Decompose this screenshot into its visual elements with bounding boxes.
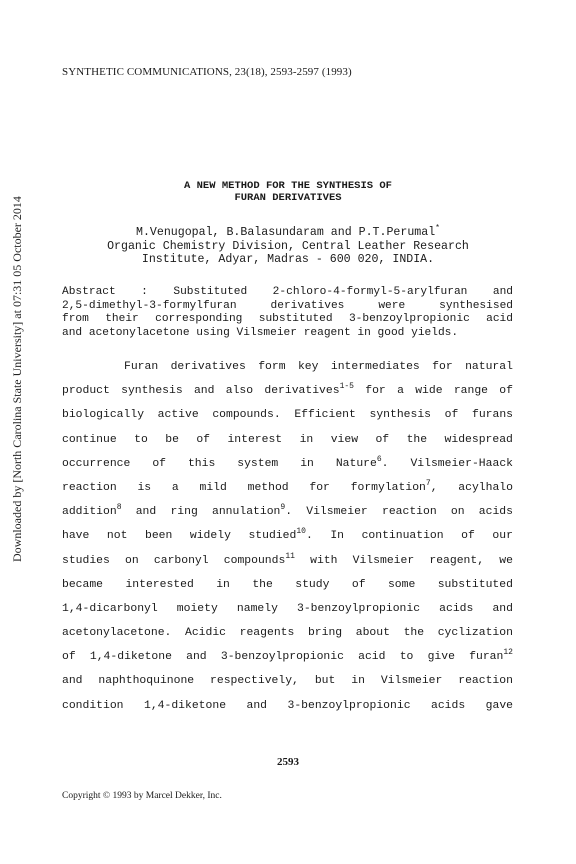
word-text: substituted bbox=[437, 578, 513, 591]
word-text: 1,4-diketone bbox=[144, 699, 227, 712]
word-text: in bbox=[216, 578, 230, 591]
word-text: widespread bbox=[444, 433, 513, 446]
word-text: to bbox=[134, 433, 148, 446]
word-text: we bbox=[499, 554, 513, 567]
body-word bbox=[252, 573, 273, 597]
body-line bbox=[62, 403, 513, 427]
body-line bbox=[62, 500, 513, 524]
word-text: reaction bbox=[458, 675, 513, 688]
body-word bbox=[170, 500, 197, 524]
word-text: a bbox=[397, 385, 404, 398]
body-word bbox=[410, 452, 513, 476]
body-word bbox=[352, 573, 366, 597]
word-text: 3-benzoylpropionic bbox=[287, 699, 411, 712]
word-text: synthesis bbox=[121, 385, 183, 398]
word-text: . bbox=[285, 506, 293, 519]
body-word bbox=[492, 524, 513, 548]
word-text: the bbox=[252, 578, 273, 591]
body-word bbox=[62, 549, 110, 573]
word-text: 3-benzoylpropionic bbox=[297, 602, 421, 615]
body-word bbox=[224, 549, 295, 573]
title-line-1: A NEW METHOD FOR THE SYNTHESIS OF bbox=[184, 180, 392, 192]
word-text: namely bbox=[236, 602, 278, 615]
word-text: acids bbox=[431, 699, 466, 712]
body-word bbox=[438, 573, 513, 597]
body-word bbox=[237, 452, 278, 476]
affiliation-line-2: Institute, Adyar, Madras - 600 020, INDIA. bbox=[141, 253, 435, 266]
body-word bbox=[152, 452, 166, 476]
body-word bbox=[62, 597, 158, 621]
body-word bbox=[221, 645, 344, 669]
body-word bbox=[353, 549, 415, 573]
body-word bbox=[62, 694, 124, 718]
body-line bbox=[62, 621, 513, 645]
body-word bbox=[212, 403, 280, 427]
citation-superscript: 8 bbox=[116, 503, 122, 513]
body-word bbox=[185, 621, 226, 645]
body-line bbox=[62, 645, 513, 669]
body-word bbox=[237, 597, 278, 621]
body-word bbox=[177, 597, 218, 621]
body-word bbox=[134, 428, 148, 452]
word-text: the bbox=[406, 433, 428, 446]
word-text: condition bbox=[62, 699, 124, 712]
body-word bbox=[499, 549, 513, 573]
body-word bbox=[365, 379, 386, 403]
word-text: gave bbox=[485, 699, 513, 712]
body-word bbox=[298, 355, 319, 379]
body-word bbox=[62, 573, 103, 597]
body-word bbox=[351, 476, 438, 500]
word-text: furan bbox=[469, 651, 504, 664]
word-text: . bbox=[305, 530, 313, 543]
body-word bbox=[358, 645, 385, 669]
body-word bbox=[297, 597, 420, 621]
abstract-line: Abstract : Substituted 2-chloro-4-formyl-5-arylfuran and bbox=[62, 286, 513, 298]
word-text: range bbox=[453, 385, 488, 398]
body-word bbox=[458, 476, 513, 500]
body-word bbox=[295, 573, 329, 597]
word-text: Vilsmeier bbox=[306, 506, 368, 519]
word-text: synthesis bbox=[369, 409, 432, 422]
word-text: Furan bbox=[124, 361, 159, 373]
body-word bbox=[499, 379, 513, 403]
body-word bbox=[62, 403, 144, 427]
word-text: ring bbox=[170, 506, 198, 519]
word-text: form bbox=[258, 361, 286, 373]
body-word bbox=[136, 500, 157, 524]
word-text: acid bbox=[358, 651, 386, 664]
body-word bbox=[294, 403, 356, 427]
word-text: active bbox=[157, 409, 199, 422]
word-text: acetonylacetone. bbox=[62, 627, 172, 640]
abstract-line: from their corresponding substituted 3-benzoylpropionic acid bbox=[62, 313, 513, 325]
body-word bbox=[247, 694, 268, 718]
body-word bbox=[124, 355, 158, 379]
word-text: compounds. bbox=[212, 409, 281, 422]
body-word bbox=[382, 500, 437, 524]
author-names bbox=[0, 226, 576, 240]
copyright-notice: Copyright © 1993 by Marcel Dekker, Inc. bbox=[62, 791, 222, 801]
body-word bbox=[154, 549, 209, 573]
word-text: also bbox=[225, 385, 254, 398]
word-text: wide bbox=[415, 385, 443, 398]
word-text: and bbox=[193, 385, 215, 398]
word-text: Vilsmeier bbox=[352, 554, 415, 567]
word-text: annulation bbox=[212, 506, 281, 519]
body-line bbox=[62, 549, 513, 573]
body-line bbox=[62, 379, 513, 403]
body-word bbox=[461, 524, 475, 548]
body-word bbox=[397, 379, 404, 403]
download-watermark: Downloaded by [North Carolina State University] at 07:31 05 October 2014 bbox=[10, 196, 24, 562]
word-text: on bbox=[125, 554, 139, 567]
corresponding-author-mark: * bbox=[435, 224, 440, 233]
word-text: a bbox=[171, 481, 179, 494]
body-word bbox=[264, 379, 354, 403]
word-text: for bbox=[309, 481, 330, 494]
body-word bbox=[362, 524, 444, 548]
body-word bbox=[62, 476, 117, 500]
body-word bbox=[356, 621, 390, 645]
word-text: naphthoquinone bbox=[98, 675, 195, 688]
word-text: acids bbox=[439, 602, 474, 615]
body-word bbox=[306, 500, 368, 524]
body-word bbox=[98, 669, 194, 693]
body-word bbox=[62, 669, 83, 693]
word-text: for bbox=[365, 385, 386, 398]
word-text: carbonyl bbox=[153, 554, 209, 567]
word-text: product bbox=[62, 385, 110, 398]
citation-superscript: 9 bbox=[280, 503, 286, 513]
body-word bbox=[310, 549, 337, 573]
body-word bbox=[62, 452, 130, 476]
citation-superscript: 1-5 bbox=[339, 382, 354, 392]
article-title bbox=[0, 180, 576, 204]
word-text: and bbox=[246, 699, 268, 712]
body-word bbox=[465, 355, 513, 379]
word-text: have bbox=[62, 530, 90, 543]
word-text: our bbox=[492, 530, 513, 543]
body-word bbox=[300, 428, 314, 452]
citation-superscript: 6 bbox=[376, 454, 382, 464]
body-word bbox=[248, 524, 312, 548]
citation-superscript: 12 bbox=[503, 648, 513, 658]
body-word bbox=[196, 428, 210, 452]
word-text: interested bbox=[125, 578, 194, 591]
word-text: key bbox=[297, 361, 319, 373]
word-text: acids bbox=[478, 506, 513, 519]
body-word bbox=[210, 669, 299, 693]
word-text: natural bbox=[465, 361, 513, 373]
word-text: reaction bbox=[382, 506, 437, 519]
word-text: with bbox=[310, 554, 338, 567]
body-word bbox=[431, 694, 465, 718]
word-text: moiety bbox=[176, 602, 218, 615]
body-word bbox=[212, 500, 292, 524]
body-word bbox=[309, 476, 330, 500]
body-line bbox=[62, 597, 513, 621]
word-text: of bbox=[152, 457, 166, 470]
body-word bbox=[415, 379, 442, 403]
word-text: biologically bbox=[62, 409, 145, 422]
body-word bbox=[62, 379, 110, 403]
word-text: system bbox=[237, 457, 279, 470]
body-word bbox=[62, 621, 171, 645]
body-word bbox=[429, 549, 484, 573]
word-text: In bbox=[330, 530, 345, 543]
word-text: interest bbox=[227, 433, 283, 446]
body-word bbox=[400, 645, 414, 669]
word-text: reaction bbox=[62, 481, 117, 494]
word-text: 1,4-diketone bbox=[89, 651, 172, 664]
word-text: of bbox=[461, 530, 475, 543]
word-text: in bbox=[300, 457, 314, 470]
body-word bbox=[145, 524, 172, 548]
word-text: of bbox=[499, 385, 513, 398]
word-text: respectively, bbox=[210, 675, 299, 688]
word-text: give bbox=[427, 651, 455, 664]
word-text: Efficient bbox=[294, 409, 356, 422]
word-text: on bbox=[450, 506, 465, 519]
body-word bbox=[172, 476, 179, 500]
body-word bbox=[336, 452, 389, 476]
body-word bbox=[144, 694, 226, 718]
word-text: of bbox=[351, 578, 366, 591]
body-line bbox=[62, 428, 513, 452]
affiliation-line-1: Organic Chemistry Division, Central Leather Research bbox=[107, 239, 469, 253]
body-word bbox=[240, 621, 295, 645]
word-text: some bbox=[387, 578, 416, 591]
body-word bbox=[445, 428, 513, 452]
word-text: reagent, bbox=[429, 554, 485, 567]
body-line bbox=[62, 524, 513, 548]
word-text: not bbox=[106, 530, 128, 543]
body-word bbox=[90, 645, 172, 669]
body-word bbox=[186, 645, 207, 669]
word-text: occurrence bbox=[62, 457, 131, 470]
word-text: to bbox=[399, 651, 414, 664]
body-line bbox=[62, 452, 513, 476]
word-text: Nature bbox=[335, 457, 377, 470]
word-text: but bbox=[314, 675, 336, 688]
word-text: compounds bbox=[223, 554, 286, 567]
word-text: in bbox=[351, 675, 365, 688]
word-text: continue bbox=[62, 433, 117, 446]
body-word bbox=[407, 428, 428, 452]
title-line-2: FURAN DERIVATIVES bbox=[234, 192, 342, 204]
body-word bbox=[330, 524, 344, 548]
word-text: Vilsmeier-Haack bbox=[410, 457, 513, 470]
body-word bbox=[428, 645, 455, 669]
abstract-line: and acetonylacetone using Vilsmeier reagent in good yields. bbox=[62, 326, 459, 339]
word-text: for bbox=[432, 361, 453, 373]
body-word bbox=[287, 694, 410, 718]
body-line bbox=[62, 476, 513, 500]
body-word bbox=[370, 403, 432, 427]
body-word bbox=[248, 476, 289, 500]
word-text: formylation bbox=[350, 481, 426, 494]
word-text: acylhalo bbox=[458, 481, 513, 494]
body-word bbox=[315, 669, 336, 693]
body-line bbox=[62, 669, 513, 693]
word-text: of bbox=[62, 651, 76, 664]
body-word bbox=[472, 403, 513, 427]
body-text bbox=[62, 355, 513, 718]
abstract-line: 2,5-dimethyl-3-formylfuran derivatives were synthesised bbox=[62, 299, 513, 312]
body-word bbox=[486, 694, 513, 718]
body-word bbox=[375, 428, 389, 452]
body-word bbox=[200, 476, 227, 500]
word-text: derivatives bbox=[264, 385, 340, 398]
body-word bbox=[171, 355, 246, 379]
abstract bbox=[62, 286, 513, 340]
word-text: intermediates bbox=[330, 361, 420, 373]
body-word bbox=[107, 524, 128, 548]
body-word bbox=[454, 379, 488, 403]
body-word bbox=[190, 524, 231, 548]
author-names-text: M.Venugopal, B.Balasundaram and P.T.Perumal bbox=[136, 226, 436, 239]
word-text: be bbox=[165, 433, 179, 446]
body-word bbox=[62, 524, 89, 548]
body-word bbox=[469, 645, 513, 669]
body-word bbox=[125, 573, 193, 597]
word-text: Acidic bbox=[185, 627, 227, 640]
body-word bbox=[432, 355, 453, 379]
word-text: furans bbox=[471, 409, 513, 422]
word-text: and bbox=[135, 506, 157, 519]
body-word bbox=[331, 428, 358, 452]
word-text: and bbox=[492, 602, 513, 615]
body-word bbox=[404, 621, 425, 645]
body-word bbox=[158, 403, 199, 427]
body-word bbox=[388, 573, 415, 597]
word-text: about bbox=[355, 627, 390, 640]
body-word bbox=[492, 597, 513, 621]
body-word bbox=[216, 573, 230, 597]
citation-superscript: 7 bbox=[425, 478, 431, 488]
word-text: 1,4-dicarbonyl bbox=[62, 602, 158, 615]
word-text: is bbox=[137, 481, 152, 494]
body-word bbox=[62, 500, 122, 524]
word-text: Vilsmeier bbox=[380, 675, 443, 688]
body-line bbox=[62, 694, 513, 718]
word-text: . bbox=[381, 457, 389, 470]
body-line bbox=[62, 355, 513, 379]
body-word bbox=[438, 621, 513, 645]
word-text: been bbox=[144, 530, 173, 543]
author-block bbox=[0, 226, 576, 267]
word-text: of bbox=[196, 433, 211, 446]
word-text: bring bbox=[307, 627, 343, 640]
word-text: addition bbox=[62, 506, 117, 519]
body-word bbox=[188, 452, 215, 476]
body-word bbox=[300, 452, 314, 476]
word-text: the bbox=[403, 627, 425, 640]
word-text: and bbox=[62, 675, 83, 688]
word-text: studies bbox=[62, 554, 110, 567]
word-text: and bbox=[186, 651, 207, 664]
word-text: derivatives bbox=[170, 361, 246, 373]
word-text: view bbox=[330, 433, 359, 446]
body-word bbox=[351, 669, 365, 693]
body-word bbox=[137, 476, 151, 500]
citation-superscript: 10 bbox=[296, 527, 306, 537]
body-word bbox=[121, 379, 183, 403]
body-word bbox=[458, 669, 513, 693]
word-text: became bbox=[62, 578, 104, 591]
word-text: studied bbox=[248, 530, 297, 543]
body-line bbox=[62, 573, 513, 597]
journal-citation: SYNTHETIC COMMUNICATIONS, 23(18), 2593-2597 (1993) bbox=[62, 66, 352, 78]
word-text: reagents bbox=[239, 627, 295, 640]
word-text: cyclization bbox=[437, 627, 513, 640]
body-word bbox=[308, 621, 342, 645]
word-text: method bbox=[247, 481, 289, 494]
word-text: , bbox=[430, 481, 438, 494]
word-text: study bbox=[295, 578, 330, 591]
word-text: of bbox=[375, 433, 390, 446]
word-text: mild bbox=[199, 481, 227, 494]
body-word bbox=[381, 669, 443, 693]
body-word bbox=[165, 428, 179, 452]
page-number: 2593 bbox=[277, 756, 299, 768]
word-text: of bbox=[444, 409, 459, 422]
word-text: continuation bbox=[361, 530, 444, 543]
body-word bbox=[62, 645, 76, 669]
body-word bbox=[226, 379, 253, 403]
body-word bbox=[125, 549, 139, 573]
body-word bbox=[445, 403, 459, 427]
body-word bbox=[227, 428, 282, 452]
body-word bbox=[258, 355, 285, 379]
body-word bbox=[451, 500, 465, 524]
body-word bbox=[439, 597, 473, 621]
word-text: widely bbox=[189, 530, 231, 543]
word-text: 3-benzoylpropionic bbox=[220, 651, 344, 664]
body-word bbox=[331, 355, 420, 379]
body-word bbox=[62, 428, 117, 452]
body-word bbox=[479, 500, 513, 524]
word-text: this bbox=[187, 457, 216, 470]
word-text: in bbox=[299, 433, 314, 446]
citation-superscript: 11 bbox=[285, 551, 295, 561]
body-word bbox=[194, 379, 215, 403]
